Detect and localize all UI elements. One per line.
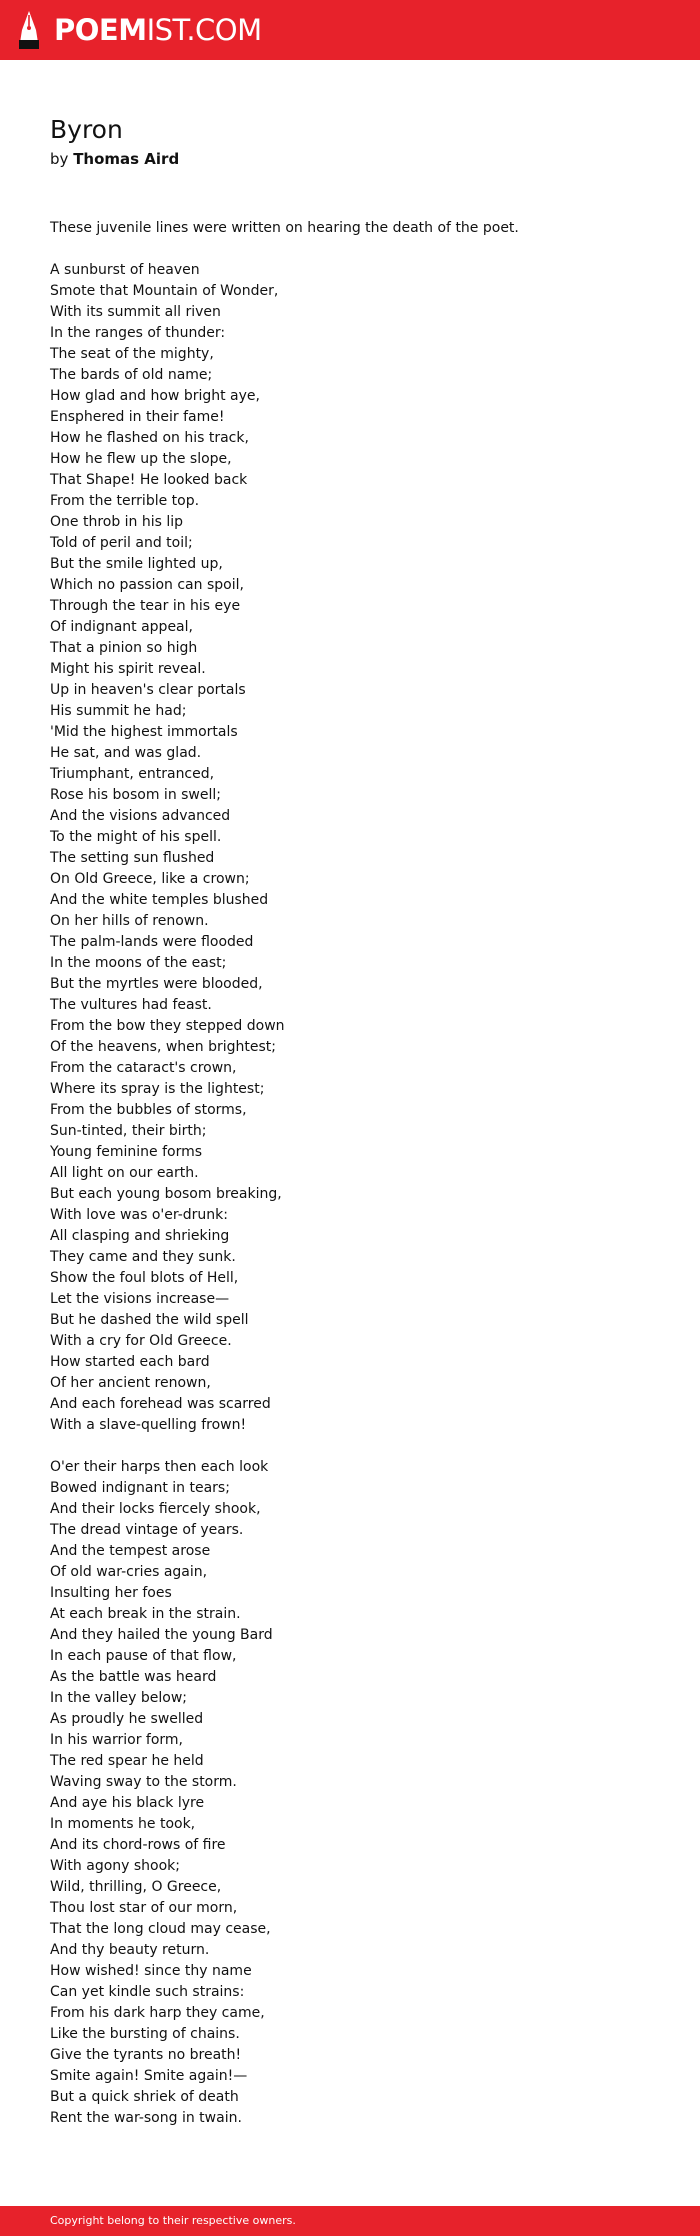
poem-line: His summit he had;: [50, 703, 187, 719]
poem-byline: [50, 148, 179, 170]
poem-line: Might his spirit reveal.: [50, 661, 206, 677]
poem-line: Insulting her foes: [50, 1585, 172, 1601]
poem-line: And the tempest arose: [50, 1543, 211, 1559]
poem-line: Up in heaven's clear portals: [50, 682, 246, 698]
poem-line: But the smile lighted up,: [50, 556, 223, 572]
poem-line: Can yet kindle such strains:: [50, 1984, 245, 2000]
pen-nib-icon: [18, 10, 40, 50]
poem-line: But a quick shriek of death: [50, 2089, 239, 2105]
poem-line: From the cataract's crown,: [50, 1060, 237, 1076]
poem-line: At each break in the strain.: [50, 1606, 241, 1622]
poem-line: Triumphant, entranced,: [50, 766, 215, 782]
stanza-break: [50, 239, 650, 260]
copyright-notice: Copyright belong to their respective owners.: [50, 2214, 296, 2227]
poem-line: One throb in his lip: [50, 514, 184, 530]
poem-line: The seat of the mighty,: [50, 346, 214, 362]
poem-line: Waving sway to the storm.: [50, 1774, 237, 1790]
poem-line: Rose his bosom in swell;: [50, 787, 221, 803]
poem-line: And aye his black lyre: [50, 1795, 205, 1811]
poem-line: And its chord-rows of fire: [50, 1837, 226, 1853]
poem-line: Of the heavens, when brightest;: [50, 1039, 277, 1055]
site-wordmark: [54, 10, 262, 50]
poem-line: As the battle was heard: [50, 1669, 217, 1685]
poem-line: The dread vintage of years.: [50, 1522, 244, 1538]
poem-line: With its summit all riven: [50, 304, 221, 320]
poem-line: And the white temples blushed: [50, 892, 269, 908]
poem-line: The vultures had feast.: [50, 997, 212, 1013]
poem-line: In moments he took,: [50, 1816, 196, 1832]
poem-line: How he flew up the slope,: [50, 451, 232, 467]
poem-line: How started each bard: [50, 1354, 210, 1370]
poem-line: With a slave-quelling frown!: [50, 1417, 247, 1433]
poem-line: Where its spray is the lightest;: [50, 1081, 265, 1097]
site-header: [0, 0, 700, 60]
poem-line: From the terrible top.: [50, 493, 200, 509]
poem-line: On Old Greece, like a crown;: [50, 871, 250, 887]
poem-line: That Shape! He looked back: [50, 472, 248, 488]
poem-line: And thy beauty return.: [50, 1942, 210, 1958]
poem-line: Through the tear in his eye: [50, 598, 241, 614]
poem-line: Young feminine forms: [50, 1144, 203, 1160]
poem-line: And their locks fiercely shook,: [50, 1501, 261, 1517]
poem-line: Of her ancient renown,: [50, 1375, 211, 1391]
wordmark-bold: POEM: [54, 13, 147, 47]
poem-line: In the valley below;: [50, 1690, 187, 1706]
wordmark-light: IST.COM: [146, 13, 262, 47]
poem-line: Of old war-cries again,: [50, 1564, 208, 1580]
poem-line: Told of peril and toil;: [50, 535, 193, 551]
poem-line: Bowed indignant in tears;: [50, 1480, 230, 1496]
poem-line: And the visions advanced: [50, 808, 231, 824]
poem-line: Rent the war-song in twain.: [50, 2110, 242, 2126]
poem-line: But each young bosom breaking,: [50, 1186, 282, 1202]
poem-line: In his warrior form,: [50, 1732, 184, 1748]
stanza-break: [50, 1436, 650, 1457]
poem-line: But the myrtles were blooded,: [50, 976, 263, 992]
poem-line: Ensphered in their fame!: [50, 409, 225, 425]
poem-line: Thou lost star of our morn,: [50, 1900, 238, 1916]
poem-line: Smote that Mountain of Wonder,: [50, 283, 279, 299]
poem-line: All clasping and shrieking: [50, 1228, 230, 1244]
poem-line: Which no passion can spoil,: [50, 577, 244, 593]
poem-author[interactable]: Thomas Aird: [73, 150, 180, 168]
poem-line: In the moons of the east;: [50, 955, 227, 971]
poem-line: Give the tyrants no breath!: [50, 2047, 242, 2063]
poem-line: How wished! since thy name: [50, 1963, 252, 1979]
poem-line: Smite again! Smite again!—: [50, 2068, 248, 2084]
poem-line: That a pinion so high: [50, 640, 198, 656]
poem-line: All light on our earth.: [50, 1165, 199, 1181]
poem-line: With agony shook;: [50, 1858, 180, 1874]
poem-line: From the bubbles of storms,: [50, 1102, 247, 1118]
poem-title: Byron: [50, 115, 123, 144]
poem-line: To the might of his spell.: [50, 829, 222, 845]
poem-line: And each forehead was scarred: [50, 1396, 271, 1412]
poem-line: The bards of old name;: [50, 367, 213, 383]
poem-line: But he dashed the wild spell: [50, 1312, 249, 1328]
poem-line: Sun-tinted, their birth;: [50, 1123, 207, 1139]
poem-line: O'er their harps then each look: [50, 1459, 269, 1475]
poem-line: The setting sun flushed: [50, 850, 215, 866]
poem-line: Wild, thrilling, O Greece,: [50, 1879, 222, 1895]
poem-line: In each pause of that flow,: [50, 1648, 237, 1664]
poem-line: In the ranges of thunder:: [50, 325, 226, 341]
poem-line: He sat, and was glad.: [50, 745, 202, 761]
poem-line: With love was o'er-drunk:: [50, 1207, 228, 1223]
poem-line: On her hills of renown.: [50, 913, 209, 929]
poem-line: These juvenile lines were written on hearing the death of the poet.: [50, 220, 519, 236]
poem-line: With a cry for Old Greece.: [50, 1333, 232, 1349]
site-logo[interactable]: [18, 10, 262, 50]
poem-line: From his dark harp they came,: [50, 2005, 265, 2021]
poem-line: The palm-lands were flooded: [50, 934, 254, 950]
poem-line: How glad and how bright aye,: [50, 388, 260, 404]
poem-line: From the bow they stepped down: [50, 1018, 285, 1034]
poem-body: [50, 218, 650, 2129]
site-footer: [0, 2206, 700, 2236]
poem-line: The red spear he held: [50, 1753, 204, 1769]
poem-line: And they hailed the young Bard: [50, 1627, 273, 1643]
poem-line: Of indignant appeal,: [50, 619, 193, 635]
poem-line: 'Mid the highest immortals: [50, 724, 238, 740]
poem-line: As proudly he swelled: [50, 1711, 204, 1727]
poem-line: A sunburst of heaven: [50, 262, 200, 278]
poem-line: Like the bursting of chains.: [50, 2026, 240, 2042]
poem-line: How he flashed on his track,: [50, 430, 249, 446]
poem-line: Let the visions increase—: [50, 1291, 230, 1307]
byline-prefix: by: [50, 150, 69, 168]
poem-line: That the long cloud may cease,: [50, 1921, 271, 1937]
poem-line: They came and they sunk.: [50, 1249, 236, 1265]
poem-line: Show the foul blots of Hell,: [50, 1270, 239, 1286]
